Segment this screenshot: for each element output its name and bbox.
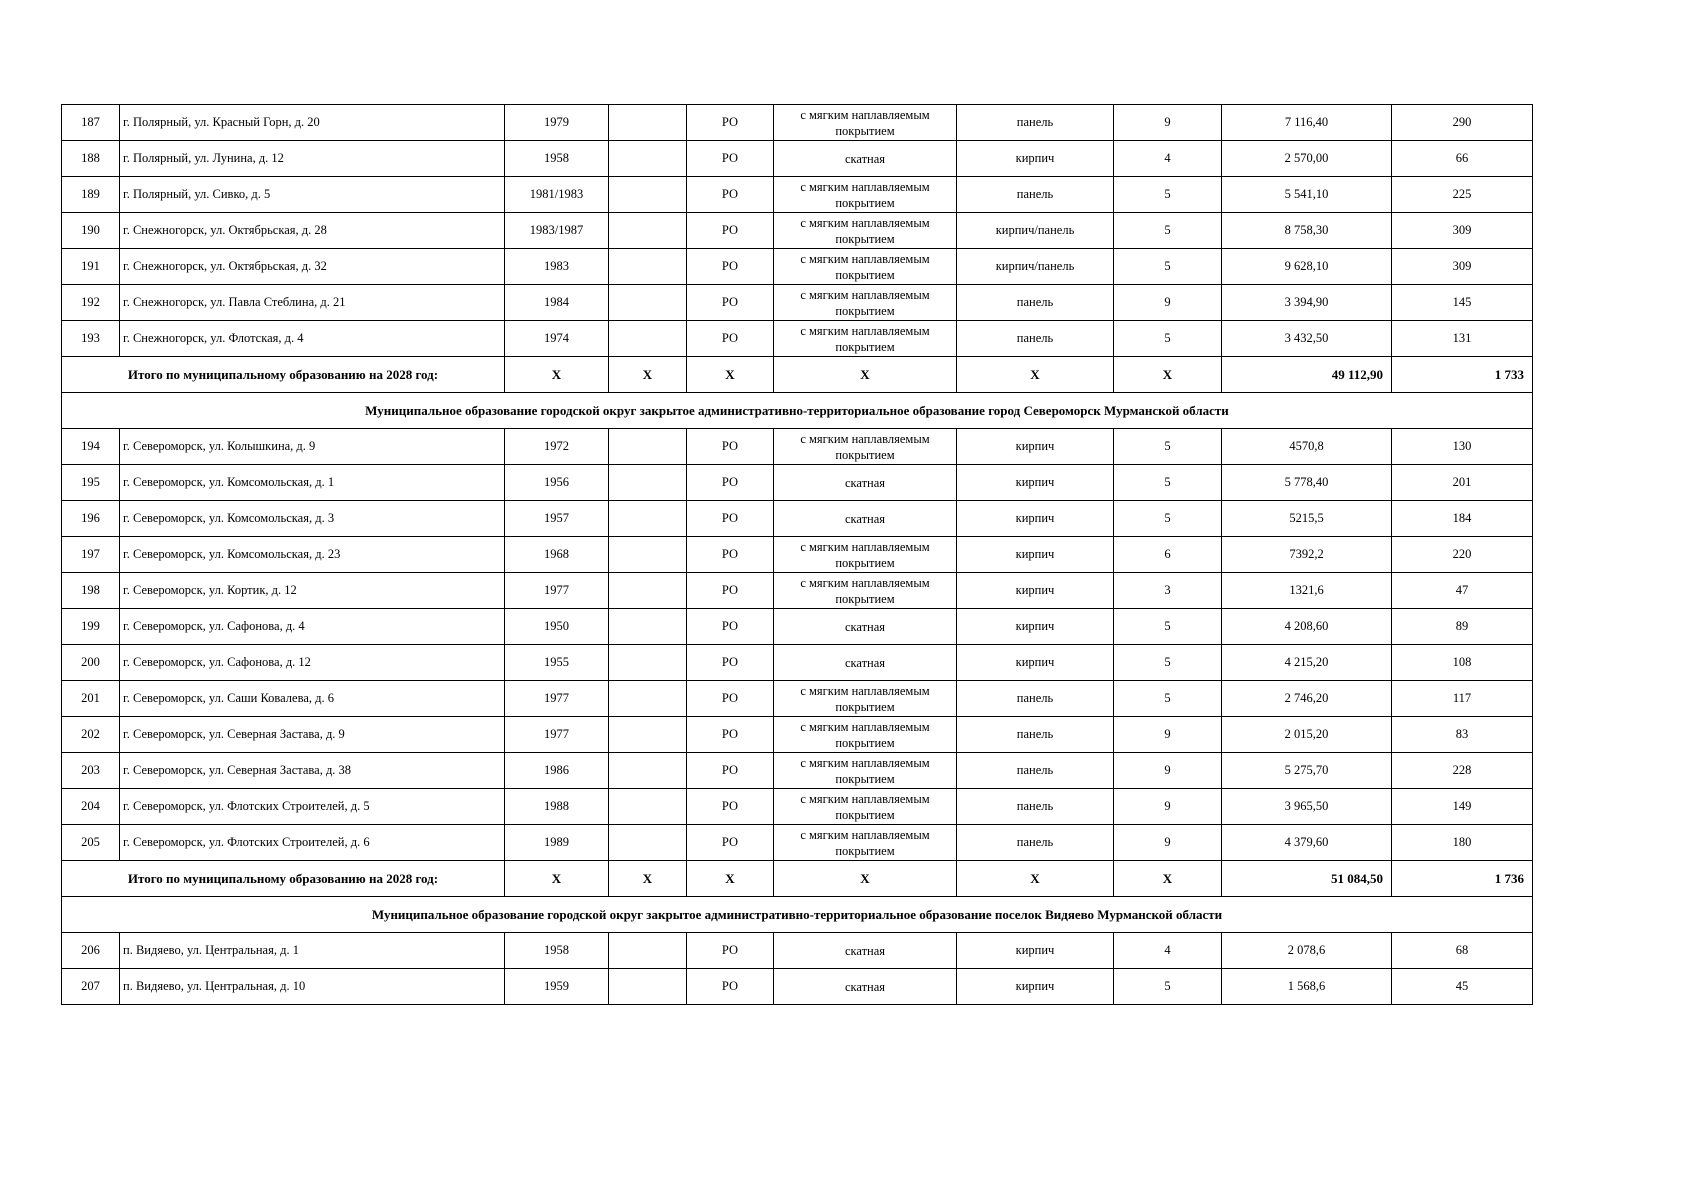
section-title: Муниципальное образование городской округ закрытое административно-территориальное образование город Североморск Мурманской области: [62, 393, 1533, 429]
area-cell: 2 078,6: [1222, 933, 1392, 969]
row-number: 193: [62, 321, 120, 357]
address-cell: г. Североморск, ул. Комсомольская, д. 1: [120, 465, 505, 501]
roof-type-cell: [774, 681, 957, 717]
roof-type-cell: [774, 105, 957, 141]
total-x-cell: X: [687, 861, 774, 897]
ro-cell: РО: [687, 645, 774, 681]
table-row: [62, 609, 1533, 645]
roof-type-line: покрытием: [835, 195, 895, 210]
roof-type-cell: [774, 537, 957, 573]
total-residents: 1 736: [1392, 861, 1533, 897]
address-cell: г. Полярный, ул. Красный Горн, д. 20: [120, 105, 505, 141]
address-cell: г. Североморск, ул. Сафонова, д. 4: [120, 609, 505, 645]
total-row: [62, 861, 1533, 897]
wall-material-cell: панель: [957, 177, 1114, 213]
total-x-cell: X: [505, 861, 609, 897]
ro-cell: РО: [687, 321, 774, 357]
area-cell: 4 208,60: [1222, 609, 1392, 645]
empty-cell: [609, 645, 687, 681]
year-cell: 1950: [505, 609, 609, 645]
roof-type-cell: [774, 141, 957, 177]
total-x-cell: X: [957, 861, 1114, 897]
residents-cell: 145: [1392, 285, 1533, 321]
row-number: 188: [62, 141, 120, 177]
floors-cell: 4: [1114, 933, 1222, 969]
residents-cell: 309: [1392, 249, 1533, 285]
floors-cell: 9: [1114, 789, 1222, 825]
total-x-cell: X: [774, 357, 957, 393]
row-number: 204: [62, 789, 120, 825]
roof-type-line: покрытием: [835, 303, 895, 318]
residents-cell: 68: [1392, 933, 1533, 969]
year-cell: 1981/1983: [505, 177, 609, 213]
table-row: [62, 465, 1533, 501]
year-cell: 1983/1987: [505, 213, 609, 249]
residents-cell: 290: [1392, 105, 1533, 141]
roof-type-line: скатная: [844, 655, 886, 670]
wall-material-cell: панель: [957, 105, 1114, 141]
section-header-row: [62, 897, 1533, 933]
roof-type-cell: [774, 609, 957, 645]
wall-material-cell: кирпич: [957, 645, 1114, 681]
wall-material-cell: панель: [957, 789, 1114, 825]
ro-cell: РО: [687, 285, 774, 321]
address-cell: г. Снежногорск, ул. Павла Стеблина, д. 21: [120, 285, 505, 321]
residents-cell: 66: [1392, 141, 1533, 177]
year-cell: 1958: [505, 933, 609, 969]
year-cell: 1974: [505, 321, 609, 357]
row-number: 197: [62, 537, 120, 573]
wall-material-cell: кирпич: [957, 573, 1114, 609]
year-cell: 1989: [505, 825, 609, 861]
ro-cell: РО: [687, 429, 774, 465]
year-cell: 1958: [505, 141, 609, 177]
residents-cell: 220: [1392, 537, 1533, 573]
address-cell: г. Североморск, ул. Комсомольская, д. 3: [120, 501, 505, 537]
floors-cell: 9: [1114, 285, 1222, 321]
address-cell: г. Североморск, ул. Флотских Строителей, д. 5: [120, 789, 505, 825]
year-cell: 1984: [505, 285, 609, 321]
area-cell: 2 746,20: [1222, 681, 1392, 717]
year-cell: 1977: [505, 573, 609, 609]
roof-type-line: с мягким наплавляемым: [800, 719, 930, 734]
wall-material-cell: кирпич/панель: [957, 249, 1114, 285]
area-cell: 7392,2: [1222, 537, 1392, 573]
roof-type-cell: [774, 753, 957, 789]
empty-cell: [609, 717, 687, 753]
empty-cell: [609, 969, 687, 1005]
row-number: 196: [62, 501, 120, 537]
table-row: [62, 141, 1533, 177]
address-cell: г. Североморск, ул. Колышкина, д. 9: [120, 429, 505, 465]
roof-type-line: с мягким наплавляемым: [800, 251, 930, 266]
ro-cell: РО: [687, 717, 774, 753]
roof-type-cell: [774, 717, 957, 753]
wall-material-cell: панель: [957, 717, 1114, 753]
roof-type-line: скатная: [844, 979, 886, 994]
empty-cell: [609, 789, 687, 825]
area-cell: 4570,8: [1222, 429, 1392, 465]
address-cell: г. Снежногорск, ул. Октябрьская, д. 28: [120, 213, 505, 249]
floors-cell: 5: [1114, 969, 1222, 1005]
year-cell: 1972: [505, 429, 609, 465]
residents-cell: 225: [1392, 177, 1533, 213]
residents-cell: 89: [1392, 609, 1533, 645]
wall-material-cell: панель: [957, 285, 1114, 321]
area-cell: 2 015,20: [1222, 717, 1392, 753]
total-area: 51 084,50: [1222, 861, 1392, 897]
table-row: [62, 681, 1533, 717]
roof-type-cell: [774, 429, 957, 465]
roof-type-line: покрытием: [835, 447, 895, 462]
roof-type-line: с мягким наплавляемым: [800, 539, 930, 554]
table-row: [62, 753, 1533, 789]
area-cell: 5 275,70: [1222, 753, 1392, 789]
empty-cell: [609, 249, 687, 285]
ro-cell: РО: [687, 465, 774, 501]
table-row: [62, 321, 1533, 357]
residents-cell: 83: [1392, 717, 1533, 753]
address-cell: г. Североморск, ул. Сафонова, д. 12: [120, 645, 505, 681]
wall-material-cell: панель: [957, 753, 1114, 789]
empty-cell: [609, 213, 687, 249]
housing-table: [61, 104, 1533, 1005]
address-cell: г. Снежногорск, ул. Флотская, д. 4: [120, 321, 505, 357]
residents-cell: 131: [1392, 321, 1533, 357]
floors-cell: 9: [1114, 825, 1222, 861]
total-area: 49 112,90: [1222, 357, 1392, 393]
area-cell: 3 394,90: [1222, 285, 1392, 321]
ro-cell: РО: [687, 933, 774, 969]
roof-type-cell: [774, 465, 957, 501]
year-cell: 1983: [505, 249, 609, 285]
table-row: [62, 537, 1533, 573]
year-cell: 1957: [505, 501, 609, 537]
section-header-row: [62, 393, 1533, 429]
floors-cell: 9: [1114, 753, 1222, 789]
ro-cell: РО: [687, 141, 774, 177]
area-cell: 5 541,10: [1222, 177, 1392, 213]
roof-type-line: скатная: [844, 619, 886, 634]
empty-cell: [609, 177, 687, 213]
floors-cell: 9: [1114, 717, 1222, 753]
total-label: Итого по муниципальному образованию на 2028 год:: [62, 861, 505, 897]
address-cell: г. Североморск, ул. Северная Застава, д. 38: [120, 753, 505, 789]
wall-material-cell: кирпич: [957, 537, 1114, 573]
row-number: 191: [62, 249, 120, 285]
total-label: Итого по муниципальному образованию на 2028 год:: [62, 357, 505, 393]
residents-cell: 130: [1392, 429, 1533, 465]
roof-type-line: покрытием: [835, 699, 895, 714]
table-row: [62, 501, 1533, 537]
roof-type-cell: [774, 969, 957, 1005]
wall-material-cell: кирпич: [957, 501, 1114, 537]
table-row: [62, 789, 1533, 825]
address-cell: г. Североморск, ул. Саши Ковалева, д. 6: [120, 681, 505, 717]
empty-cell: [609, 321, 687, 357]
roof-type-line: покрытием: [835, 807, 895, 822]
area-cell: 2 570,00: [1222, 141, 1392, 177]
table-row: [62, 933, 1533, 969]
ro-cell: РО: [687, 249, 774, 285]
table-row: [62, 825, 1533, 861]
ro-cell: РО: [687, 681, 774, 717]
table-body: [62, 105, 1533, 1005]
residents-cell: 108: [1392, 645, 1533, 681]
roof-type-line: покрытием: [835, 771, 895, 786]
year-cell: 1959: [505, 969, 609, 1005]
row-number: 190: [62, 213, 120, 249]
roof-type-line: скатная: [844, 151, 886, 166]
year-cell: 1986: [505, 753, 609, 789]
area-cell: 8 758,30: [1222, 213, 1392, 249]
roof-type-cell: [774, 645, 957, 681]
row-number: 198: [62, 573, 120, 609]
floors-cell: 5: [1114, 645, 1222, 681]
empty-cell: [609, 537, 687, 573]
row-number: 192: [62, 285, 120, 321]
floors-cell: 5: [1114, 681, 1222, 717]
address-cell: п. Видяево, ул. Центральная, д. 10: [120, 969, 505, 1005]
address-cell: п. Видяево, ул. Центральная, д. 1: [120, 933, 505, 969]
roof-type-line: с мягким наплавляемым: [800, 215, 930, 230]
roof-type-line: покрытием: [835, 231, 895, 246]
wall-material-cell: кирпич: [957, 969, 1114, 1005]
residents-cell: 201: [1392, 465, 1533, 501]
table-row: [62, 249, 1533, 285]
roof-type-line: покрытием: [835, 591, 895, 606]
roof-type-cell: [774, 213, 957, 249]
row-number: 187: [62, 105, 120, 141]
empty-cell: [609, 609, 687, 645]
residents-cell: 180: [1392, 825, 1533, 861]
ro-cell: РО: [687, 177, 774, 213]
wall-material-cell: кирпич: [957, 141, 1114, 177]
floors-cell: 9: [1114, 105, 1222, 141]
table-row: [62, 105, 1533, 141]
roof-type-cell: [774, 825, 957, 861]
ro-cell: РО: [687, 213, 774, 249]
roof-type-line: покрытием: [835, 555, 895, 570]
total-residents: 1 733: [1392, 357, 1533, 393]
floors-cell: 5: [1114, 321, 1222, 357]
year-cell: 1979: [505, 105, 609, 141]
ro-cell: РО: [687, 573, 774, 609]
area-cell: 4 379,60: [1222, 825, 1392, 861]
empty-cell: [609, 429, 687, 465]
residents-cell: 228: [1392, 753, 1533, 789]
row-number: 200: [62, 645, 120, 681]
table-row: [62, 177, 1533, 213]
floors-cell: 3: [1114, 573, 1222, 609]
address-cell: г. Североморск, ул. Флотских Строителей, д. 6: [120, 825, 505, 861]
year-cell: 1977: [505, 717, 609, 753]
address-cell: г. Североморск, ул. Северная Застава, д. 9: [120, 717, 505, 753]
empty-cell: [609, 825, 687, 861]
roof-type-line: с мягким наплавляемым: [800, 287, 930, 302]
row-number: 207: [62, 969, 120, 1005]
area-cell: 3 965,50: [1222, 789, 1392, 825]
roof-type-line: покрытием: [835, 267, 895, 282]
area-cell: 9 628,10: [1222, 249, 1392, 285]
total-row: [62, 357, 1533, 393]
year-cell: 1968: [505, 537, 609, 573]
total-x-cell: X: [609, 357, 687, 393]
roof-type-line: с мягким наплавляемым: [800, 683, 930, 698]
table-row: [62, 285, 1533, 321]
total-x-cell: X: [609, 861, 687, 897]
row-number: 194: [62, 429, 120, 465]
table-row: [62, 969, 1533, 1005]
ro-cell: РО: [687, 753, 774, 789]
total-x-cell: X: [505, 357, 609, 393]
year-cell: 1977: [505, 681, 609, 717]
table-row: [62, 213, 1533, 249]
roof-type-cell: [774, 501, 957, 537]
roof-type-cell: [774, 177, 957, 213]
ro-cell: РО: [687, 609, 774, 645]
residents-cell: 117: [1392, 681, 1533, 717]
ro-cell: РО: [687, 537, 774, 573]
roof-type-line: с мягким наплавляемым: [800, 179, 930, 194]
year-cell: 1988: [505, 789, 609, 825]
roof-type-line: покрытием: [835, 843, 895, 858]
roof-type-line: с мягким наплавляемым: [800, 791, 930, 806]
row-number: 201: [62, 681, 120, 717]
empty-cell: [609, 501, 687, 537]
wall-material-cell: кирпич/панель: [957, 213, 1114, 249]
roof-type-line: покрытием: [835, 339, 895, 354]
row-number: 203: [62, 753, 120, 789]
roof-type-line: с мягким наплавляемым: [800, 755, 930, 770]
roof-type-line: скатная: [844, 511, 886, 526]
area-cell: 1321,6: [1222, 573, 1392, 609]
wall-material-cell: панель: [957, 825, 1114, 861]
empty-cell: [609, 141, 687, 177]
ro-cell: РО: [687, 105, 774, 141]
wall-material-cell: кирпич: [957, 933, 1114, 969]
row-number: 202: [62, 717, 120, 753]
wall-material-cell: панель: [957, 321, 1114, 357]
empty-cell: [609, 105, 687, 141]
floors-cell: 5: [1114, 501, 1222, 537]
wall-material-cell: кирпич: [957, 465, 1114, 501]
floors-cell: 5: [1114, 429, 1222, 465]
total-x-cell: X: [1114, 357, 1222, 393]
empty-cell: [609, 465, 687, 501]
roof-type-cell: [774, 321, 957, 357]
address-cell: г. Полярный, ул. Сивко, д. 5: [120, 177, 505, 213]
residents-cell: 47: [1392, 573, 1533, 609]
roof-type-line: с мягким наплавляемым: [800, 575, 930, 590]
wall-material-cell: панель: [957, 681, 1114, 717]
floors-cell: 5: [1114, 465, 1222, 501]
roof-type-line: с мягким наплавляемым: [800, 107, 930, 122]
table-row: [62, 717, 1533, 753]
ro-cell: РО: [687, 501, 774, 537]
floors-cell: 5: [1114, 177, 1222, 213]
row-number: 206: [62, 933, 120, 969]
roof-type-line: с мягким наплавляемым: [800, 827, 930, 842]
row-number: 205: [62, 825, 120, 861]
roof-type-cell: [774, 573, 957, 609]
year-cell: 1955: [505, 645, 609, 681]
total-x-cell: X: [687, 357, 774, 393]
year-cell: 1956: [505, 465, 609, 501]
table-row: [62, 429, 1533, 465]
floors-cell: 6: [1114, 537, 1222, 573]
roof-type-line: с мягким наплавляемым: [800, 323, 930, 338]
address-cell: г. Североморск, ул. Комсомольская, д. 23: [120, 537, 505, 573]
wall-material-cell: кирпич: [957, 429, 1114, 465]
area-cell: 5 778,40: [1222, 465, 1392, 501]
ro-cell: РО: [687, 969, 774, 1005]
total-x-cell: X: [774, 861, 957, 897]
row-number: 189: [62, 177, 120, 213]
residents-cell: 45: [1392, 969, 1533, 1005]
address-cell: г. Снежногорск, ул. Октябрьская, д. 32: [120, 249, 505, 285]
area-cell: 3 432,50: [1222, 321, 1392, 357]
table-row: [62, 645, 1533, 681]
ro-cell: РО: [687, 825, 774, 861]
residents-cell: 184: [1392, 501, 1533, 537]
residents-cell: 309: [1392, 213, 1533, 249]
row-number: 199: [62, 609, 120, 645]
empty-cell: [609, 753, 687, 789]
area-cell: 5215,5: [1222, 501, 1392, 537]
floors-cell: 5: [1114, 213, 1222, 249]
floors-cell: 5: [1114, 609, 1222, 645]
floors-cell: 4: [1114, 141, 1222, 177]
address-cell: г. Североморск, ул. Кортик, д. 12: [120, 573, 505, 609]
floors-cell: 5: [1114, 249, 1222, 285]
total-x-cell: X: [957, 357, 1114, 393]
roof-type-cell: [774, 249, 957, 285]
table-row: [62, 573, 1533, 609]
residents-cell: 149: [1392, 789, 1533, 825]
section-title: Муниципальное образование городской округ закрытое административно-территориальное образование поселок Видяево Мурманской области: [62, 897, 1533, 933]
wall-material-cell: кирпич: [957, 609, 1114, 645]
roof-type-line: скатная: [844, 943, 886, 958]
roof-type-line: скатная: [844, 475, 886, 490]
roof-type-line: покрытием: [835, 123, 895, 138]
row-number: 195: [62, 465, 120, 501]
empty-cell: [609, 933, 687, 969]
area-cell: 1 568,6: [1222, 969, 1392, 1005]
roof-type-line: покрытием: [835, 735, 895, 750]
total-x-cell: X: [1114, 861, 1222, 897]
address-cell: г. Полярный, ул. Лунина, д. 12: [120, 141, 505, 177]
roof-type-cell: [774, 933, 957, 969]
roof-type-cell: [774, 285, 957, 321]
area-cell: 7 116,40: [1222, 105, 1392, 141]
ro-cell: РО: [687, 789, 774, 825]
roof-type-cell: [774, 789, 957, 825]
empty-cell: [609, 681, 687, 717]
empty-cell: [609, 285, 687, 321]
area-cell: 4 215,20: [1222, 645, 1392, 681]
roof-type-line: с мягким наплавляемым: [800, 431, 930, 446]
empty-cell: [609, 573, 687, 609]
